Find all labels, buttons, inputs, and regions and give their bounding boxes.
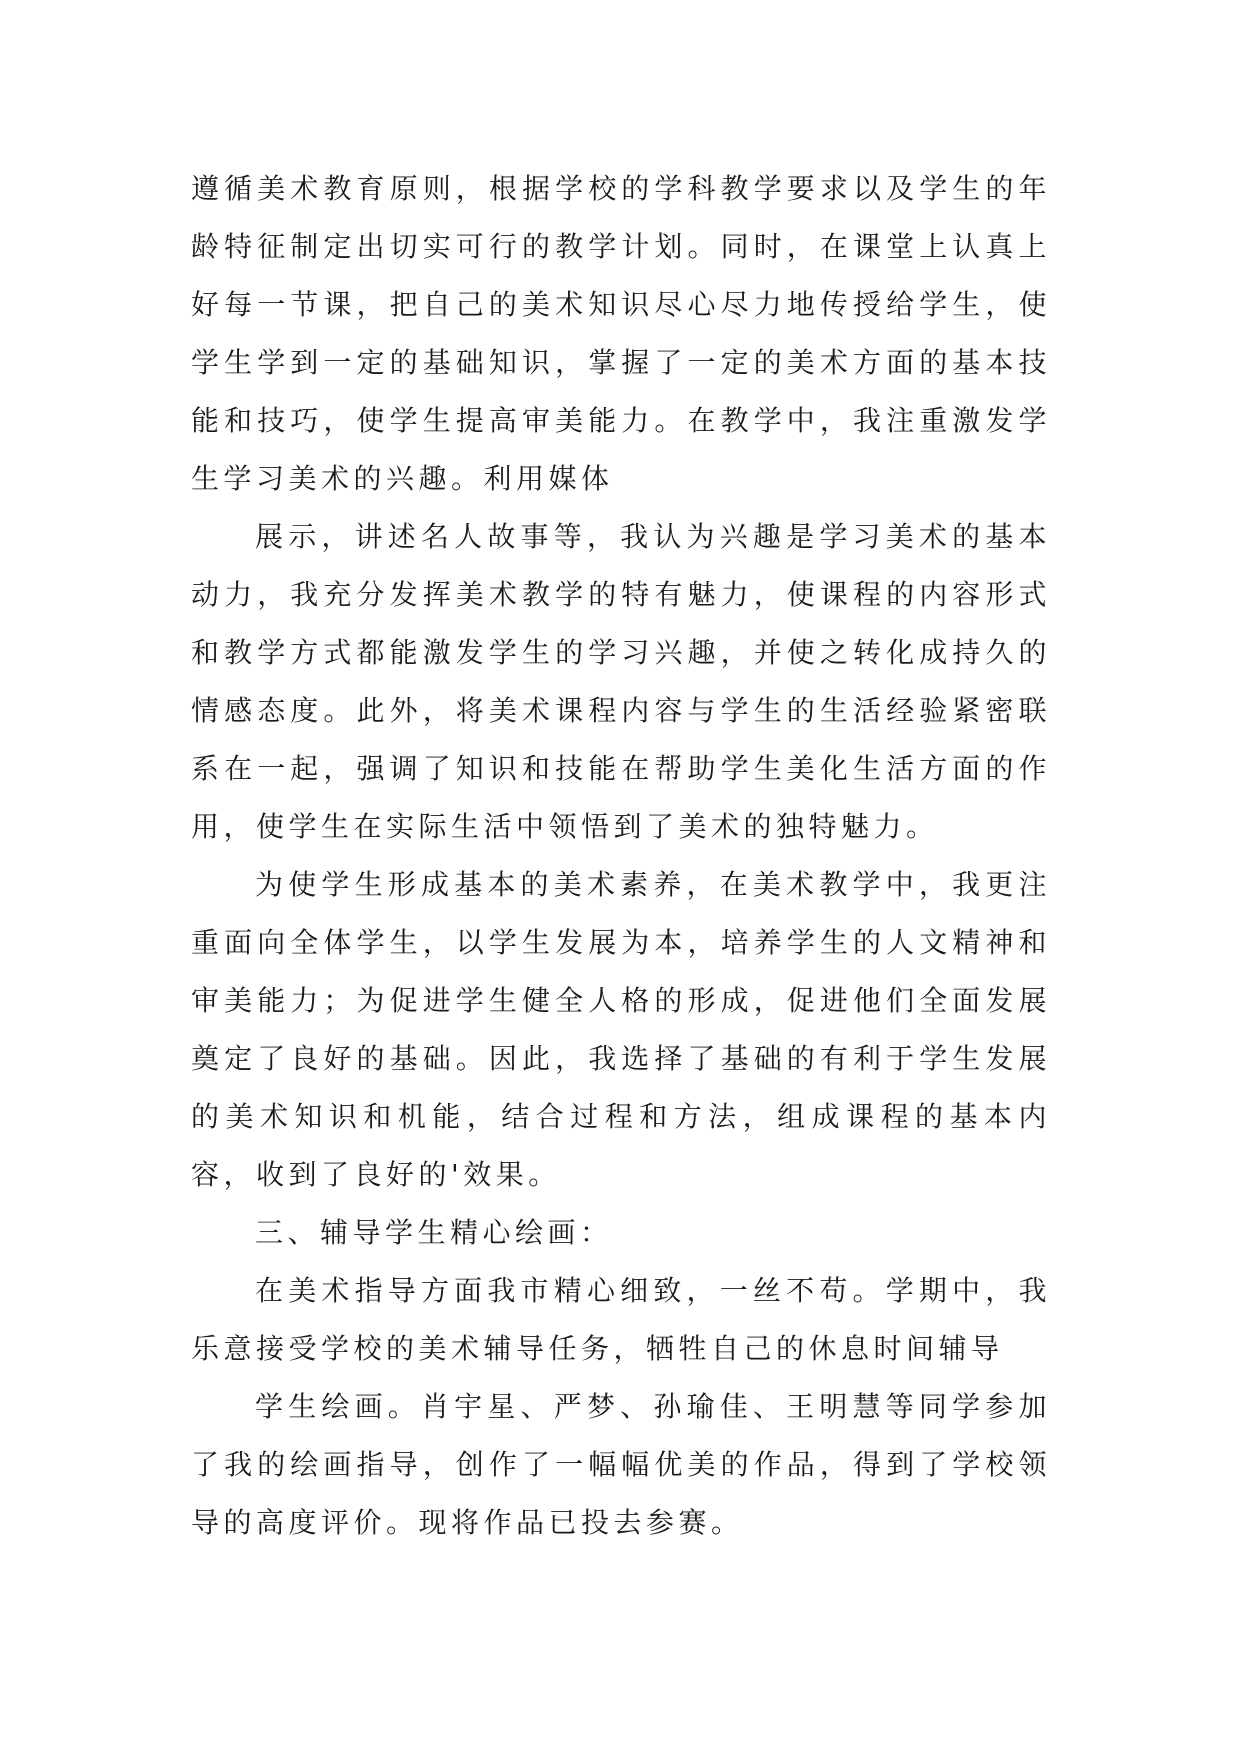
paragraph-student-works: 学生绘画。肖宇星、严梦、孙瑜佳、王明慧等同学参加了我的绘画指导，创作了一幅幅优美的作品，得到了学校领导的高度评价。现将作品已投去参赛。: [191, 1390, 1051, 1539]
paragraph-aesthetic-literacy: 为使学生形成基本的美术素养，在美术教学中，我更注重面向全体学生，以学生发展为本，培养学生的人文精神和审美能力；为促进学生健全人格的形成，促进他们全面发展奠定了良好的基础。因此，我选择了基础的有利于学生发展的美术知识和机能，结合过程和方法，组成课程的基本内容，收到了良好的'效果。: [191, 868, 1051, 1191]
paragraph-interest-motivation: 展示，讲述名人故事等，我认为兴趣是学习美术的基本动力，我充分发挥美术教学的特有魅力，使课程的内容形式和教学方式都能激发学生的学习兴趣，并使之转化成持久的情感态度。此外，将美术课程内容与学生的生活经验紧密联系在一起，强调了知识和技能在帮助学生美化生活方面的作用，使学生在实际生活中领悟到了美术的独特魅力。: [191, 520, 1051, 843]
section-heading-painting-guidance: 三、辅导学生精心绘画：: [255, 1216, 613, 1249]
document-body: [191, 160, 1051, 1552]
paragraph-guidance-tasks: 在美术指导方面我市精心细致，一丝不苟。学期中，我乐意接受学校的美术辅导任务，牺牲自己的休息时间辅导: [191, 1274, 1051, 1365]
paragraph-teaching-plan: 遵循美术教育原则，根据学校的学科教学要求以及学生的年龄特征制定出切实可行的教学计划。同时，在课堂上认真上好每一节课，把自己的美术知识尽心尽力地传授给学生，使学生学到一定的基础知识，掌握了一定的美术方面的基本技能和技巧，使学生提高审美能力。在教学中，我注重激发学生学习美术的兴趣。利用媒体: [191, 172, 1051, 495]
